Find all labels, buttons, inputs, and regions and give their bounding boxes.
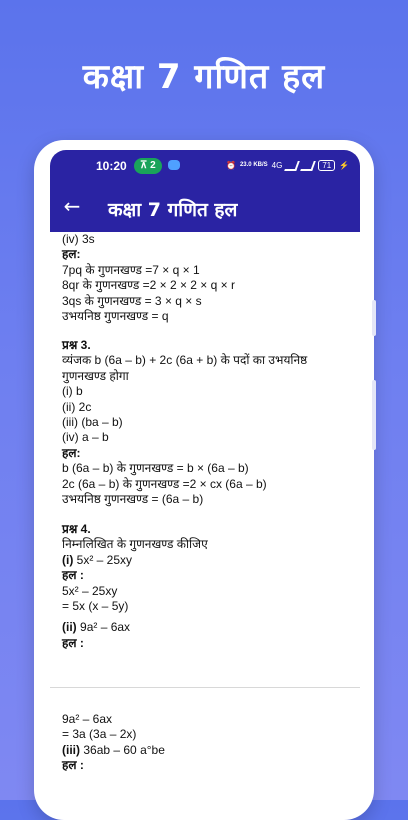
content-line: उभयनिष्ठ गुणनखण्ड = q [62,309,169,324]
content-line: (iv) 3s [62,232,95,246]
content-line: निम्नलिखित के गुणनखण्ड कीजिए [62,537,208,552]
signal-icon [285,161,301,171]
expression: 9a² – 6ax [80,620,131,635]
content-line: 2c (6a – b) के गुणनखण्ड =2 × cx (6a – b) [62,476,267,491]
part-label: (iii) [62,742,80,757]
cloud-icon [168,160,180,170]
signal-icon [301,161,317,171]
app-bar [50,184,360,232]
page-divider [50,687,360,688]
solution-label: हल : [62,758,84,773]
solution-label: हल : [62,568,84,583]
phone-side-button [372,300,376,336]
option-line: (iii) (ba – b) [62,415,123,430]
content-line: उभयनिष्ठ गुणनखण्ड = (6a – b) [62,492,204,507]
notification-count: 2 [150,160,156,171]
option-line: (iv) a – b [62,430,109,445]
option-line: (i) b [62,384,83,399]
content-line: b (6a – b) के गुणनखण्ड = b × (6a – b) [62,461,249,476]
status-bar [50,150,360,184]
solution-label: हल: [62,247,81,262]
question-label: प्रश्न 3. [62,338,91,352]
status-icons [226,160,349,171]
solution-label: हल: [62,445,81,460]
question-label: प्रश्न 4. [62,522,91,536]
question-block [62,338,354,507]
arrow-left-icon[interactable]: ← [63,194,81,218]
content-line: 5x² – 25xy [62,583,118,598]
content-line: गुणनखण्ड होगा [62,368,129,383]
content-line: = 5x (x – 5y) [62,599,129,614]
net-speed: 23.0 KB/S [239,162,268,168]
expression: 36ab – 60 a°be [83,742,165,757]
solution-label: हल : [62,635,84,650]
phone-side-button [372,380,376,450]
notification-badge: ⊼ 2 [134,158,162,174]
network-type: 4G [271,161,283,170]
alarm-icon: ⏰ [226,161,236,170]
content-line: 7pq के गुणनखण्ड =7 × q × 1 [62,262,200,277]
content-line: 8qr के गुणनखण्ड =2 × 2 × 2 × q × r [62,278,235,293]
option-line: (ii) 2c [62,399,92,414]
battery-icon: 71 [318,160,335,171]
expression: 5x² – 25xy [76,552,133,567]
answer-block [62,232,354,324]
content-line: = 3a (3a – 2x) [62,727,137,742]
app-title: कक्षा 7 गणित हल [108,199,238,221]
content-line: 9a² – 6ax [62,712,113,726]
promo-title: कक्षा 7 गणित हल [82,57,326,97]
part-label: (i) [62,552,74,567]
question-block [62,522,354,651]
answer-block [62,712,354,774]
app-screen [50,150,360,800]
part-label: (ii) [62,620,77,635]
status-time: 10:20 [96,159,127,173]
content-area[interactable] [50,232,360,800]
content-line: व्यंजक b (6a – b) + 2c (6a + b) के पदों का उभयनिष्ठ [62,353,308,368]
content-line: 3qs के गुणनखण्ड = 3 × q × s [62,293,202,308]
charging-icon: ⚡ [339,161,350,170]
